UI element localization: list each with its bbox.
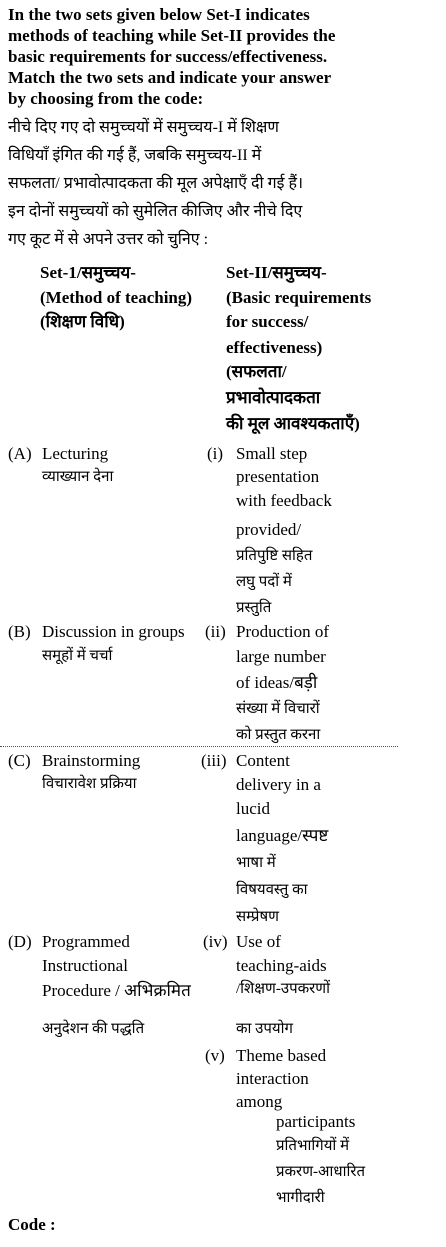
set2-header-line: प्रभावोत्पादकता: [226, 388, 321, 407]
set2-item-marker: (iii): [201, 751, 227, 770]
question-line: गए कूट में से अपने उत्तर को चुनिए :: [8, 231, 209, 248]
question-line: विधियाँ इंगित की गई हैं, जबकि समुच्चय-II में: [8, 147, 262, 164]
set1-header-hindi: (शिक्षण विधि): [40, 312, 125, 331]
set2-item-text: का उपयोग: [236, 1021, 293, 1037]
set2-item-text: Content: [236, 751, 290, 770]
set2-item-text: delivery in a: [236, 775, 321, 794]
set1-item-text: समूहों में चर्चा: [42, 648, 113, 664]
set2-item-text: provided/: [236, 520, 302, 539]
set2-item-text: भाषा में: [236, 855, 276, 871]
set2-header-line: की मूल आवश्यकताएँ): [226, 414, 360, 433]
set2-item-text: Use of: [236, 932, 281, 951]
question-line: सफलता/ प्रभावोत्पादकता की मूल अपेक्षाएँ दी गई हैं।: [8, 175, 304, 192]
set2-item-text: presentation: [236, 467, 320, 486]
set2-item-text: विषयवस्तु का: [236, 882, 308, 898]
set2-item-text: large number: [236, 647, 326, 666]
set1-item-text: अनुदेशन की पद्धति: [42, 1021, 145, 1037]
set2-item-text: Small step: [236, 444, 308, 463]
set1-item-text: Brainstorming: [42, 751, 141, 770]
set2-item-text: interaction: [236, 1069, 309, 1088]
set2-item-text: with feedback: [236, 491, 332, 510]
set2-item-marker: (i): [207, 444, 224, 463]
set2-item-text: Theme based: [236, 1046, 327, 1065]
set2-header-line: (सफलता/: [226, 362, 287, 381]
set2-item-text: participants: [276, 1112, 356, 1131]
question-line: नीचे दिए गए दो समुच्चयों में समुच्चय-I में शिक्षण: [8, 119, 279, 136]
question-line: Match the two sets and indicate your answer: [8, 68, 332, 87]
set1-header-subtitle: (Method of teaching): [40, 288, 193, 307]
set2-item-text: /शिक्षण-उपकरणों: [236, 981, 330, 997]
set2-item-text: प्रतिभागियों में: [276, 1138, 350, 1154]
set2-item-text: प्रस्तुति: [236, 600, 272, 616]
question-line: In the two sets given below Set-I indicates: [8, 5, 310, 24]
set2-item-text: को प्रस्तुत करना: [236, 727, 321, 743]
question-line: by choosing from the code:: [8, 89, 204, 108]
set2-item-text: प्रकरण-आधारित: [276, 1164, 366, 1180]
set1-header-title: Set-1/समुच्चय-: [40, 263, 136, 282]
set1-item-text: Discussion in groups: [42, 622, 185, 641]
set2-item-text: lucid: [236, 799, 270, 818]
set2-header-line: for success/: [226, 312, 309, 331]
set1-item-text: Programmed: [42, 932, 130, 951]
set2-item-text: प्रतिपुष्टि सहित: [236, 548, 313, 564]
set1-item-text: विचारावेश प्रक्रिया: [42, 776, 137, 792]
set1-item-marker: (B): [8, 622, 31, 641]
set1-item-marker: (D): [8, 932, 32, 951]
set1-item-text: Lecturing: [42, 444, 109, 463]
set1-item-marker: (A): [8, 444, 32, 463]
divider: [0, 746, 398, 747]
set2-item-text: of ideas/बड़ी: [236, 673, 318, 692]
set1-item-text: Instructional: [42, 956, 128, 975]
set1-item-text: व्याख्यान देना: [42, 469, 114, 485]
set2-item-text: among: [236, 1092, 283, 1111]
set2-item-text: लघु पदों में: [236, 574, 292, 590]
set2-item-text: language/स्पष्ट: [236, 826, 329, 845]
set1-item-marker: (C): [8, 751, 31, 770]
question-english: [8, 4, 438, 109]
set2-header-line: (Basic requirements: [226, 288, 372, 307]
set2-item-marker: (ii): [205, 622, 226, 641]
set2-item-marker: (iv): [203, 932, 228, 951]
set2-item-text: भागीदारी: [276, 1190, 325, 1206]
set2-header-title: Set-II/समुच्चय-: [226, 263, 327, 282]
set2-item-text: संख्या में विचारों: [236, 701, 320, 717]
code-label: Code :: [8, 1215, 56, 1234]
set1-item-text: Procedure / अभिक्रमित: [42, 981, 191, 1000]
question-line: methods of teaching while Set-II provides the: [8, 26, 336, 45]
set2-item-text: teaching-aids: [236, 956, 327, 975]
question-line: इन दोनों समुच्चयों को सुमेलित कीजिए और नीचे दिए: [8, 203, 303, 220]
set2-item-text: सम्प्रेषण: [236, 909, 279, 925]
set2-header-line: effectiveness): [226, 338, 323, 357]
question-hindi: [8, 114, 438, 254]
set2-item-text: Production of: [236, 622, 330, 641]
question-line: basic requirements for success/effectiveness.: [8, 47, 328, 66]
set2-item-marker: (v): [205, 1046, 225, 1065]
